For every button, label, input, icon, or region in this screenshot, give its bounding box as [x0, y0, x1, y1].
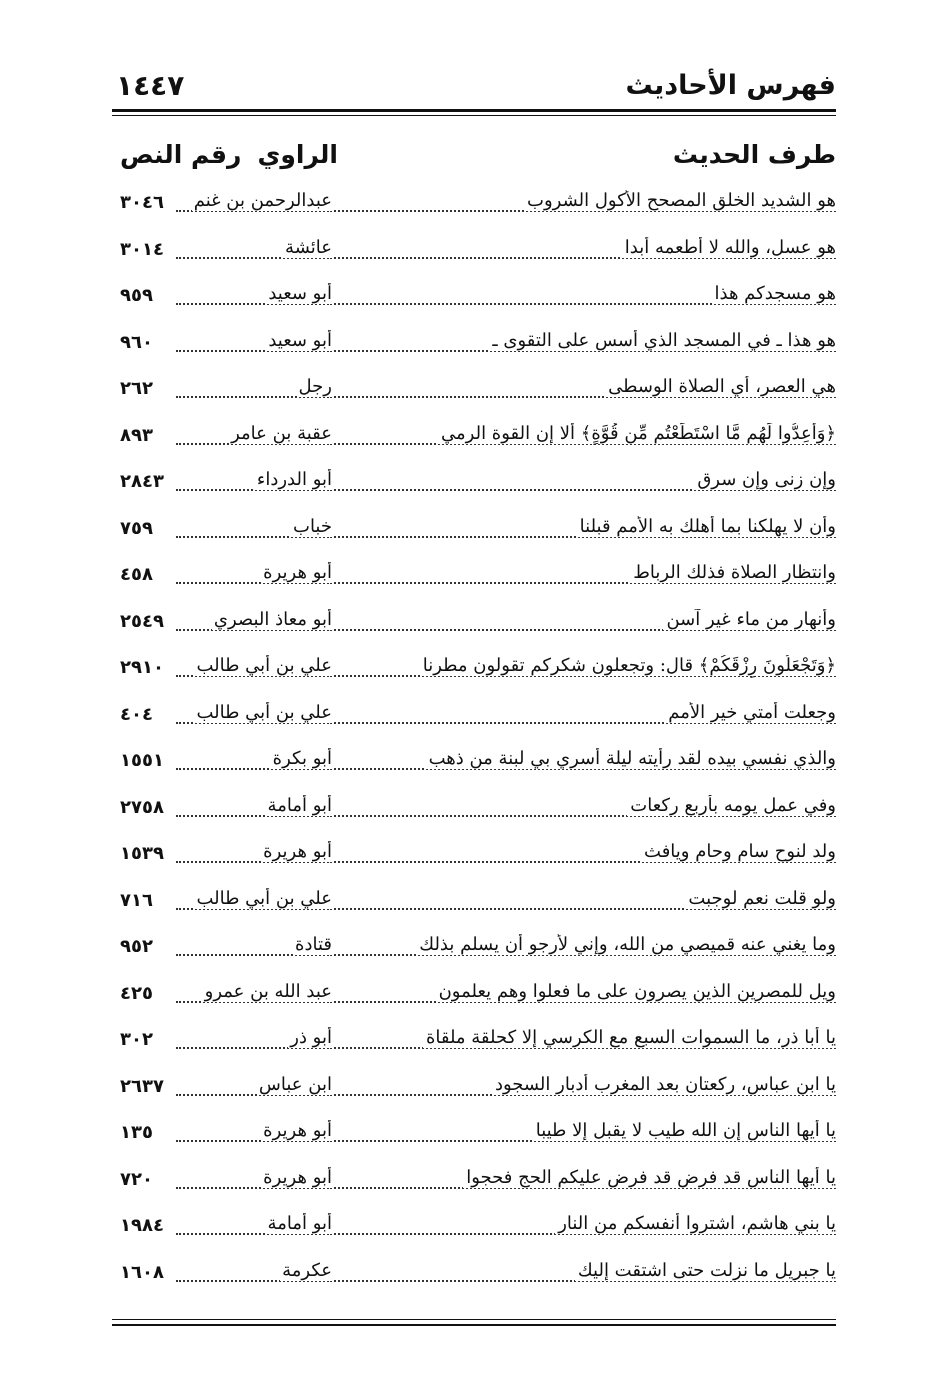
text-number: ٧٥٩ [120, 517, 153, 539]
text-number: ٣٠٢ [120, 1029, 153, 1050]
header-rule-thin [112, 115, 836, 116]
narrator: علي بن أبي طالب [176, 702, 332, 732]
index-entry [112, 231, 836, 278]
narrator: عائشة [176, 237, 332, 267]
narrator: أبو ذر [176, 1027, 332, 1057]
index-entry [112, 835, 836, 882]
hadith-text: هو الشديد الخلق المصحح الأكول الشروب [334, 190, 836, 220]
index-entry [112, 1068, 836, 1115]
text-number: ٣٠١٤ [120, 238, 164, 260]
text-number: ١٣٥ [120, 1122, 153, 1143]
hadith-text: هو هذا ـ في المسجد الذي أسس على التقوى ـ [334, 330, 836, 360]
narrator: عبدالرحمن بن غنم [176, 190, 332, 220]
index-entry [112, 417, 836, 464]
text-number: ١٥٣٩ [120, 843, 164, 864]
hadith-text: هي العصر، أي الصلاة الوسطى [334, 376, 836, 406]
narrator: علي بن أبي طالب [176, 888, 332, 918]
hadith-text: ﴿وَأَعِدُّوا لَهُم مَّا اسْتَطَعْتُم مِّن قُوَّةٍ﴾ ألا إن القوة الرمي [334, 423, 836, 453]
text-number: ٨٩٣ [120, 424, 153, 446]
hadith-text: والذي نفسي بيده لقد رأيته ليلة أسري بي لبنة من ذهب [334, 748, 836, 778]
narrator: أبو أمامة [176, 1213, 332, 1243]
hadith-text: يا جبريل ما نزلت حتى اشتقت إليك [334, 1260, 836, 1290]
narrator: أبو سعيد [176, 283, 332, 313]
text-number: ٤٠٤ [120, 703, 153, 725]
index-entry [112, 277, 836, 324]
footer-rule-thick [112, 1324, 836, 1326]
hadith-text: وأنهار من ماء غير آسن [334, 609, 836, 639]
hadith-text: هو مسجدكم هذا [334, 283, 836, 313]
hadith-text: وانتظار الصلاة فذلك الرباط [334, 562, 836, 592]
index-entry [112, 510, 836, 557]
text-number: ١٦٠٨ [120, 1261, 164, 1283]
page-title: فهرس الأحاديث [625, 70, 836, 101]
hadith-text: هو عسل، والله لا أطعمه أبدا [334, 237, 836, 267]
index-entry [112, 882, 836, 929]
narrator: رجل [176, 376, 332, 406]
text-number: ١٩٨٤ [120, 1215, 164, 1236]
narrator: أبو هريرة [176, 562, 332, 592]
index-entry [112, 463, 836, 510]
narrator: عقبة بن عامر [176, 423, 332, 453]
hadith-text: وما يغني عنه قميصي من الله، وإني لأرجو أن يسلم بذلك [334, 934, 836, 964]
hadith-text: ﴿وَتَجْعَلُونَ رِزْقَكُمْ﴾ قال: وتجعلون شكركم تقولون مطرنا [334, 655, 836, 685]
column-headers [112, 140, 836, 178]
index-entry [112, 370, 836, 417]
index-entry [112, 975, 836, 1022]
narrator: أبو أمامة [176, 795, 332, 825]
text-number: ٤٢٥ [120, 982, 153, 1004]
text-number: ٢٩١٠ [120, 657, 164, 678]
hadith-text: وفي عمل يومه بأربع ركعات [334, 795, 836, 825]
index-entry [112, 184, 836, 231]
column-header-hadith: طرف الحديث [672, 140, 836, 169]
page-header [112, 68, 836, 108]
hadith-text: وإن زنى وإن سرق [334, 469, 836, 499]
text-number: ٢٧٥٨ [120, 796, 164, 818]
hadith-text: يا أيها الناس إن الله طيب لا يقبل إلا طيبا [334, 1120, 836, 1150]
text-number: ٧٢٠ [120, 1168, 153, 1190]
text-number: ٧١٦ [120, 889, 153, 911]
hadith-text: يا ابن عباس، ركعتان بعد المغرب أدبار السجود [334, 1074, 836, 1104]
index-entry [112, 603, 836, 650]
narrator: أبو هريرة [176, 841, 332, 871]
index-entry [112, 1207, 836, 1254]
index-entry [112, 1254, 836, 1301]
text-number: ٩٦٠ [120, 331, 153, 353]
text-number: ٤٥٨ [120, 564, 153, 585]
narrator: قتادة [176, 934, 332, 964]
narrator: خباب [176, 516, 332, 546]
text-number: ٩٥٩ [120, 285, 153, 306]
hadith-text: وجعلت أمتي خير الأمم [334, 702, 836, 732]
text-number: ٢٦٢ [120, 378, 153, 399]
page-number: ١٤٤٧ [116, 69, 185, 102]
hadith-text: ولو قلت نعم لوجبت [334, 888, 836, 918]
text-number: ٢٨٤٣ [120, 471, 164, 492]
hadith-text: يا أيها الناس قد فرض قد فرض عليكم الحج فحجوا [334, 1167, 836, 1197]
text-number: ٩٥٢ [120, 936, 153, 957]
text-number: ٣٠٤٦ [120, 192, 164, 213]
narrator: أبو هريرة [176, 1167, 332, 1197]
hadith-text: يا بني هاشم، اشتروا أنفسكم من النار [334, 1213, 836, 1243]
narrator: أبو معاذ البصري [176, 609, 332, 639]
text-number: ١٥٥١ [120, 750, 164, 771]
narrator: ابن عباس [176, 1074, 332, 1104]
header-rule-thick [112, 109, 836, 112]
index-entry [112, 928, 836, 975]
column-header-narrator: الراوي [257, 140, 338, 169]
index-entries [112, 184, 836, 1300]
hadith-text: وأن لا يهلكنا بما أهلك به الأمم قبلنا [334, 516, 836, 546]
index-entry [112, 324, 836, 371]
narrator: علي بن أبي طالب [176, 655, 332, 685]
text-number: ٢٦٣٧ [120, 1075, 164, 1097]
narrator: أبو الدرداء [176, 469, 332, 499]
index-entry [112, 742, 836, 789]
index-entry [112, 1114, 836, 1161]
narrator: عكرمة [176, 1260, 332, 1290]
hadith-text: يا أبا ذر، ما السموات السبع مع الكرسي إلا كحلقة ملقاة [334, 1027, 836, 1057]
text-number: ٢٥٤٩ [120, 610, 164, 632]
index-entry [112, 649, 836, 696]
index-entry [112, 556, 836, 603]
index-entry [112, 789, 836, 836]
narrator: عبد الله بن عمرو [176, 981, 332, 1011]
hadith-text: ويل للمصرين الذين يصرون على ما فعلوا وهم يعلمون [334, 981, 836, 1011]
column-header-number: رقم النص [120, 140, 242, 169]
index-entry [112, 1161, 836, 1208]
hadith-text: ولد لنوح سام وحام ويافث [334, 841, 836, 871]
narrator: أبو سعيد [176, 330, 332, 360]
narrator: أبو بكرة [176, 748, 332, 778]
index-entry [112, 696, 836, 743]
index-entry [112, 1021, 836, 1068]
footer-rule-thin [112, 1319, 836, 1320]
narrator: أبو هريرة [176, 1120, 332, 1150]
